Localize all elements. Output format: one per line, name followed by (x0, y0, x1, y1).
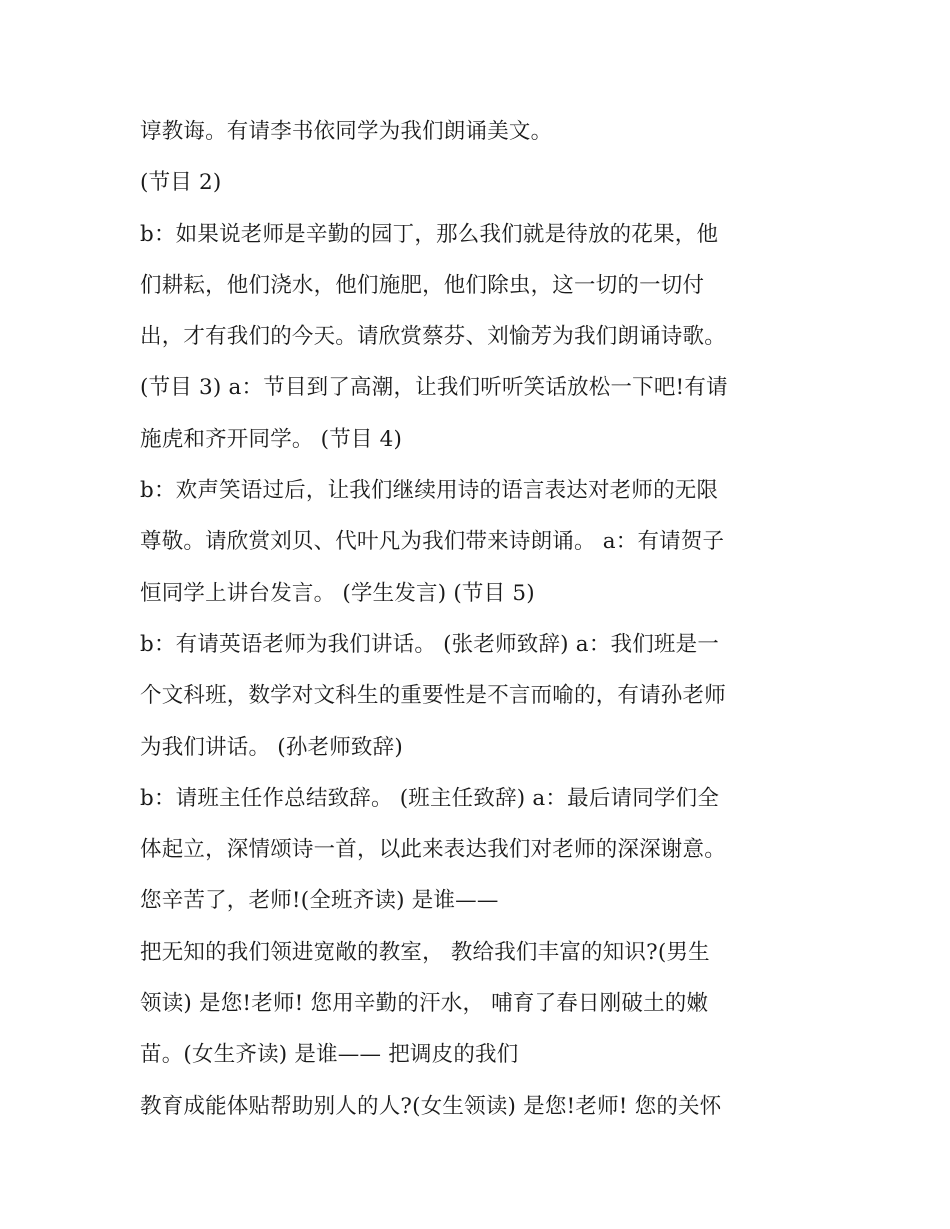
text-line-16: 您辛苦了，老师!(全班齐读) 是谁—— (140, 888, 499, 914)
text-line-2: (节目 2) (140, 170, 222, 196)
text-line-12: 个文科班，数学对文科生的重要性是不言而喻的，有请孙老师 (140, 683, 726, 709)
text-line-9: 尊敬。请欣赏刘贝、代叶凡为我们带来诗朗诵。 a：有请贺子 (140, 529, 725, 555)
text-line-5: 出，才有我们的今天。请欣赏蔡芬、刘愉芳为我们朗诵诗歌。 (140, 324, 726, 350)
text-line-20: 教育成能体贴帮助别人的人?(女生领读) 是您!老师! 您的关怀 (140, 1093, 722, 1119)
document-body (140, 106, 830, 1132)
text-line-6: (节目 3) a：节目到了高潮，让我们听听笑话放松一下吧!有请 (140, 375, 728, 401)
text-line-7: 施虎和齐开同学。 (节目 4) (140, 426, 403, 452)
text-line-11: b：有请英语老师为我们讲话。 (张老师致辞) a：我们班是一 (140, 631, 720, 657)
text-line-18: 领读) 是您!老师! 您用辛勤的汗水， 哺育了春日刚破土的嫩 (140, 991, 709, 1017)
text-line-4: 们耕耘，他们浇水，他们施肥，他们除虫，这一切的一切付 (140, 272, 705, 298)
text-line-14: b：请班主任作总结致辞。 (班主任致辞) a：最后请同学们全 (140, 785, 720, 811)
text-line-15: 体起立，深情颂诗一首，以此来表达我们对老师的深深谢意。 (140, 837, 726, 863)
text-line-10: 恒同学上讲台发言。 (学生发言) (节目 5) (140, 580, 535, 606)
text-line-19: 苗。(女生齐读) 是谁—— 把调皮的我们 (140, 1042, 519, 1068)
text-line-8: b：欢声笑语过后，让我们继续用诗的语言表达对老师的无限 (140, 478, 719, 504)
text-line-3: b：如果说老师是辛勤的园丁，那么我们就是待放的花果，他 (140, 221, 719, 247)
text-line-17: 把无知的我们领进宽敞的教室， 教给我们丰富的知识?(男生 (140, 939, 710, 965)
text-line-1: 谆教诲。有请李书依同学为我们朗诵美文。 (140, 119, 553, 144)
text-line-13: 为我们讲话。 (孙老师致辞) (140, 734, 403, 760)
